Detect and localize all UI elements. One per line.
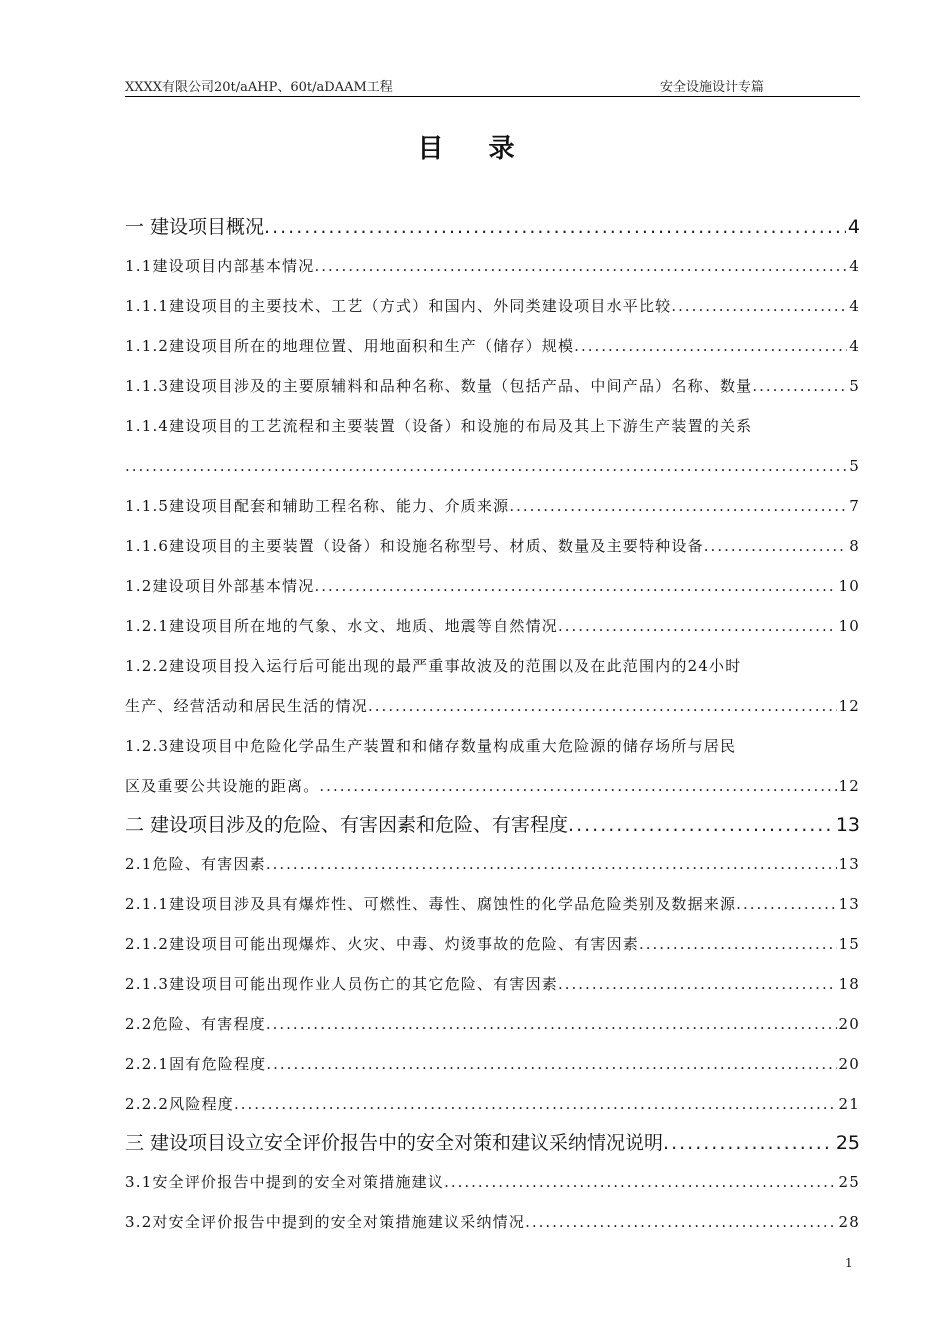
toc-page-number: 28 <box>838 1213 860 1231</box>
dot-leader <box>444 1162 836 1202</box>
dot-leader <box>264 208 846 246</box>
toc-entry-title: 2.1.3建设项目可能出现作业人员伤亡的其它危险、有害因素 <box>125 975 558 993</box>
toc-entry-title: 2.2危险、有害程度 <box>125 1015 266 1033</box>
toc-entry[interactable] <box>125 726 860 806</box>
toc-page-number: 4 <box>849 297 860 315</box>
toc-entry[interactable] <box>125 566 860 606</box>
toc-page-number: 21 <box>838 1095 860 1113</box>
toc-entry-title: 2.1危险、有害因素 <box>125 855 266 873</box>
header-section-name: 安全设施设计专篇 <box>659 80 764 95</box>
toc-entry-title: 3.2对安全评价报告中提到的安全对策措施建议采纳情况 <box>125 1213 526 1231</box>
toc-entry[interactable] <box>125 884 860 924</box>
dot-leader <box>266 844 837 884</box>
dot-leader <box>266 1004 837 1044</box>
toc-entry-title: 三 建设项目设立安全评价报告中的安全对策和建议采纳情况说明 <box>125 1132 664 1154</box>
toc-entry-title-continued: 区及重要公共设施的距离。 <box>125 777 320 795</box>
toc-page-number: 20 <box>838 1015 860 1033</box>
toc-page-number: 18 <box>838 975 860 993</box>
table-of-contents <box>125 208 860 1242</box>
dot-leader <box>125 446 847 486</box>
dot-leader <box>639 924 837 964</box>
toc-entry-title: 1.2.3建设项目中危险化学品生产装置和和储存数量构成重大危险源的储存场所与居民 <box>125 737 737 755</box>
toc-entry-title: 1.1.2建设项目所在的地理位置、用地面积和生产（储存）规模 <box>125 337 575 355</box>
toc-chapter-entry[interactable] <box>125 806 860 844</box>
toc-entry[interactable] <box>125 526 860 566</box>
toc-page-number: 7 <box>849 497 860 515</box>
toc-page-number: 5 <box>849 457 860 475</box>
dot-leader <box>266 1044 836 1084</box>
dot-leader <box>671 286 847 326</box>
toc-page-number: 25 <box>838 1173 860 1191</box>
dot-leader <box>314 566 836 606</box>
toc-entry[interactable] <box>125 924 860 964</box>
toc-page-number: 8 <box>849 537 860 555</box>
toc-entry-title: 1.2.2建设项目投入运行后可能出现的最严重事故波及的范围以及在此范围内的24小时 <box>125 657 742 675</box>
toc-entry-title: 2.1.2建设项目可能出现爆炸、火灾、中毒、灼烫事故的危险、有害因素 <box>125 935 639 953</box>
toc-page-number: 13 <box>838 895 860 913</box>
toc-entry-title: 1.2建设项目外部基本情况 <box>125 577 315 595</box>
toc-page-number: 4 <box>849 257 860 275</box>
toc-page-number: 4 <box>849 337 860 355</box>
toc-page-number: 13 <box>835 814 860 836</box>
toc-page-number: 15 <box>838 935 860 953</box>
toc-entry-title: 2.2.2风险程度 <box>125 1095 234 1113</box>
toc-entry[interactable] <box>125 246 860 286</box>
header-project-name: XXXX有限公司20t/aAHP、60t/aDAAM工程 <box>125 80 393 95</box>
toc-entry-title: 一 建设项目概况 <box>125 216 265 238</box>
toc-entry[interactable] <box>125 646 860 726</box>
toc-entry-title: 1.2.1建设项目所在地的气象、水文、地质、地震等自然情况 <box>125 617 558 635</box>
toc-entry-title: 1.1.3建设项目涉及的主要原辅料和品种名称、数量（包括产品、中间产品）名称、数量 <box>125 377 753 395</box>
toc-entry[interactable] <box>125 964 860 1004</box>
toc-entry[interactable] <box>125 326 860 366</box>
toc-page-number: 25 <box>835 1132 860 1154</box>
toc-entry[interactable] <box>125 1044 860 1084</box>
dot-leader <box>319 766 836 806</box>
toc-entry-title: 1.1.4建设项目的工艺流程和主要装置（设备）和设施的布局及其上下游生产装置的关系 <box>125 417 753 435</box>
toc-entry[interactable] <box>125 606 860 646</box>
toc-entry-title: 1.1.5建设项目配套和辅助工程名称、能力、介质来源 <box>125 497 510 515</box>
toc-entry-title-continued: 生产、经营活动和居民生活的情况 <box>125 697 369 715</box>
dot-leader <box>509 486 847 526</box>
dot-leader <box>368 686 836 726</box>
toc-entry-title: 2.2.1固有危险程度 <box>125 1055 267 1073</box>
toc-entry[interactable] <box>125 1084 860 1124</box>
toc-entry[interactable] <box>125 406 860 486</box>
dot-leader <box>736 884 836 924</box>
toc-entry[interactable] <box>125 844 860 884</box>
toc-entry[interactable] <box>125 286 860 326</box>
page-number: 1 <box>845 1256 853 1270</box>
dot-leader <box>314 246 847 286</box>
dot-leader <box>558 606 837 646</box>
toc-page-number: 5 <box>849 377 860 395</box>
toc-page-number: 12 <box>838 697 860 715</box>
toc-page-number: 12 <box>838 777 860 795</box>
toc-chapter-entry[interactable] <box>125 208 860 246</box>
toc-entry[interactable] <box>125 1162 860 1202</box>
toc-entry[interactable] <box>125 1004 860 1044</box>
dot-leader <box>752 366 847 406</box>
toc-entry-title: 1.1.6建设项目的主要装置（设备）和设施名称型号、材质、数量及主要特种设备 <box>125 537 704 555</box>
toc-entry-title: 2.1.1建设项目涉及具有爆炸性、可燃性、毒性、腐蚀性的化学品危险类别及数据来源 <box>125 895 737 913</box>
dot-leader <box>558 964 837 1004</box>
toc-entry-title: 1.1.1建设项目的主要技术、工艺（方式）和国内、外同类建设项目水平比较 <box>125 297 672 315</box>
dot-leader <box>234 1084 837 1124</box>
page-title: 目 录 <box>417 134 533 164</box>
toc-entry-title: 1.1建设项目内部基本情况 <box>125 257 315 275</box>
toc-entry[interactable] <box>125 486 860 526</box>
toc-page-number: 10 <box>838 617 860 635</box>
dot-leader <box>663 1124 834 1162</box>
toc-chapter-entry[interactable] <box>125 1124 860 1162</box>
toc-entry-title: 3.1安全评价报告中提到的安全对策措施建议 <box>125 1173 445 1191</box>
toc-page-number: 10 <box>838 577 860 595</box>
page-header <box>125 76 860 97</box>
toc-page-number: 20 <box>838 1055 860 1073</box>
toc-entry[interactable] <box>125 1202 860 1242</box>
toc-page-number: 4 <box>847 216 860 238</box>
dot-leader <box>704 526 847 566</box>
toc-entry[interactable] <box>125 366 860 406</box>
toc-entry-title: 二 建设项目涉及的危险、有害因素和危险、有害程度 <box>125 814 569 836</box>
toc-page-number: 13 <box>838 855 860 873</box>
dot-leader <box>525 1202 836 1242</box>
dot-leader <box>568 806 834 844</box>
dot-leader <box>574 326 847 366</box>
